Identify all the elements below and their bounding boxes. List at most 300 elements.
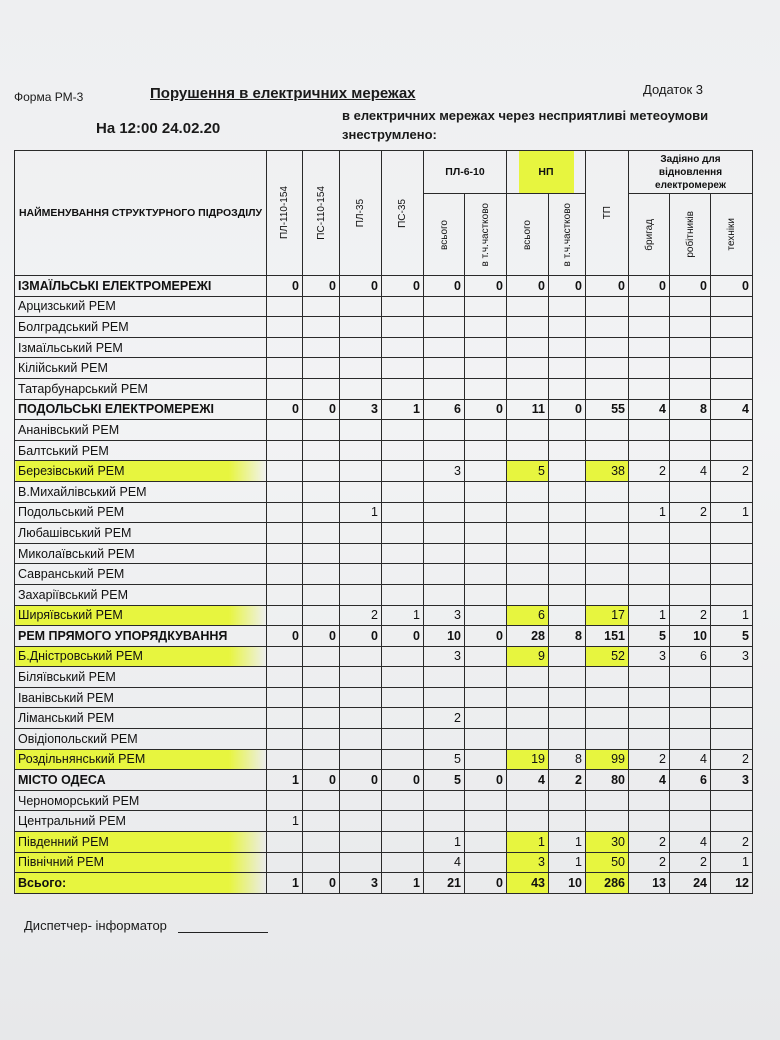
table-row bbox=[15, 481, 753, 502]
cell-value: 3 bbox=[340, 873, 382, 894]
cell-value: 0 bbox=[382, 626, 424, 647]
cell-value: 5 bbox=[424, 749, 465, 770]
cell-value bbox=[629, 543, 670, 564]
cell-value bbox=[549, 811, 586, 832]
cell-value: 0 bbox=[549, 276, 586, 297]
cell-value bbox=[465, 708, 507, 729]
caption-line-2: знеструмлено: bbox=[342, 127, 437, 142]
cell-value bbox=[586, 543, 629, 564]
cell-value: 4 bbox=[670, 461, 711, 482]
cell-value bbox=[629, 729, 670, 750]
cell-value bbox=[549, 358, 586, 379]
cell-value: 1 bbox=[549, 852, 586, 873]
cell-value bbox=[549, 729, 586, 750]
cell-value: 3 bbox=[711, 770, 753, 791]
cell-value: 9 bbox=[507, 646, 549, 667]
cell-value bbox=[340, 296, 382, 317]
cell-value bbox=[629, 337, 670, 358]
cell-value bbox=[549, 420, 586, 441]
cell-value bbox=[424, 790, 465, 811]
cell-value: 1 bbox=[382, 399, 424, 420]
cell-value bbox=[629, 420, 670, 441]
cell-value bbox=[629, 481, 670, 502]
cell-value bbox=[267, 790, 303, 811]
cell-value bbox=[303, 584, 340, 605]
cell-value: 2 bbox=[629, 852, 670, 873]
cell-value bbox=[507, 667, 549, 688]
cell-value: 3 bbox=[424, 646, 465, 667]
group-header-pl610: ПЛ-6-10 bbox=[424, 151, 507, 194]
cell-value bbox=[424, 337, 465, 358]
cell-value: 50 bbox=[586, 852, 629, 873]
cell-value bbox=[382, 420, 424, 441]
cell-value: 0 bbox=[549, 399, 586, 420]
cell-value: 1 bbox=[340, 502, 382, 523]
cell-value: 1 bbox=[711, 852, 753, 873]
cell-value: 10 bbox=[549, 873, 586, 894]
cell-value: 1 bbox=[267, 770, 303, 791]
table-body bbox=[15, 276, 753, 894]
cell-value bbox=[382, 317, 424, 338]
cell-value bbox=[340, 420, 382, 441]
cell-value: 13 bbox=[629, 873, 670, 894]
cell-value bbox=[586, 296, 629, 317]
cell-value: 17 bbox=[586, 605, 629, 626]
cell-value: 0 bbox=[340, 770, 382, 791]
cell-value bbox=[303, 729, 340, 750]
cell-value bbox=[340, 543, 382, 564]
cell-value bbox=[340, 564, 382, 585]
cell-value bbox=[586, 420, 629, 441]
table-row bbox=[15, 564, 753, 585]
cell-value bbox=[424, 584, 465, 605]
cell-value bbox=[267, 378, 303, 399]
table-row bbox=[15, 646, 753, 667]
cell-value bbox=[303, 317, 340, 338]
cell-value bbox=[549, 337, 586, 358]
cell-value bbox=[267, 687, 303, 708]
cell-value bbox=[629, 358, 670, 379]
cell-value bbox=[465, 687, 507, 708]
cell-value bbox=[382, 646, 424, 667]
table-row bbox=[15, 729, 753, 750]
cell-value bbox=[267, 646, 303, 667]
cell-value bbox=[465, 646, 507, 667]
row-name: Савранський РЕМ bbox=[15, 564, 267, 585]
cell-value bbox=[507, 358, 549, 379]
cell-value bbox=[303, 481, 340, 502]
cell-value bbox=[465, 440, 507, 461]
table-row bbox=[15, 790, 753, 811]
table-row bbox=[15, 811, 753, 832]
cell-value bbox=[382, 378, 424, 399]
cell-value bbox=[382, 481, 424, 502]
col-header-10: робітників bbox=[670, 194, 711, 276]
row-name: Всього: bbox=[15, 873, 267, 894]
cell-value bbox=[340, 832, 382, 853]
cell-value bbox=[586, 358, 629, 379]
cell-value: 1 bbox=[629, 502, 670, 523]
row-name: Роздільнянський РЕМ bbox=[15, 749, 267, 770]
cell-value bbox=[629, 811, 670, 832]
cell-value bbox=[382, 564, 424, 585]
cell-value bbox=[382, 461, 424, 482]
cell-value: 10 bbox=[424, 626, 465, 647]
row-name: Ананівський РЕМ bbox=[15, 420, 267, 441]
cell-value bbox=[670, 708, 711, 729]
cell-value bbox=[340, 584, 382, 605]
cell-value bbox=[549, 523, 586, 544]
cell-value bbox=[629, 584, 670, 605]
row-name: Подольський РЕМ bbox=[15, 502, 267, 523]
caption-line-1: в електричних мережах через несприятливі метеоумови bbox=[342, 108, 709, 123]
table-row bbox=[15, 605, 753, 626]
cell-value bbox=[340, 440, 382, 461]
cell-value bbox=[507, 790, 549, 811]
table-row bbox=[15, 523, 753, 544]
appendix-label: Додаток 3 bbox=[643, 82, 703, 97]
cell-value: 5 bbox=[424, 770, 465, 791]
cell-value bbox=[549, 564, 586, 585]
cell-value: 55 bbox=[586, 399, 629, 420]
cell-value bbox=[711, 811, 753, 832]
cell-value bbox=[549, 708, 586, 729]
cell-value bbox=[424, 317, 465, 338]
cell-value bbox=[711, 378, 753, 399]
table-row bbox=[15, 337, 753, 358]
cell-value bbox=[267, 832, 303, 853]
cell-value bbox=[267, 317, 303, 338]
cell-value: 1 bbox=[424, 832, 465, 853]
cell-value: 3 bbox=[424, 605, 465, 626]
cell-value: 52 bbox=[586, 646, 629, 667]
cell-value bbox=[303, 543, 340, 564]
row-name: ПОДОЛЬСЬКІ ЕЛЕКТРОМЕРЕЖІ bbox=[15, 399, 267, 420]
cell-value bbox=[267, 564, 303, 585]
cell-value bbox=[303, 440, 340, 461]
cell-value: 4 bbox=[629, 399, 670, 420]
outage-table bbox=[14, 150, 753, 894]
cell-value bbox=[267, 708, 303, 729]
cell-value bbox=[382, 584, 424, 605]
cell-value bbox=[303, 296, 340, 317]
cell-value: 0 bbox=[465, 276, 507, 297]
cell-value bbox=[340, 708, 382, 729]
cell-value bbox=[629, 790, 670, 811]
cell-value: 2 bbox=[670, 852, 711, 873]
cell-value bbox=[382, 790, 424, 811]
cell-value bbox=[382, 523, 424, 544]
cell-value bbox=[586, 584, 629, 605]
row-name: МІСТО ОДЕСА bbox=[15, 770, 267, 791]
cell-value bbox=[670, 358, 711, 379]
table-row bbox=[15, 440, 753, 461]
table-row bbox=[15, 296, 753, 317]
cell-value bbox=[303, 667, 340, 688]
cell-value: 1 bbox=[267, 811, 303, 832]
row-name: Центральний РЕМ bbox=[15, 811, 267, 832]
cell-value bbox=[507, 296, 549, 317]
cell-value: 0 bbox=[267, 626, 303, 647]
cell-value bbox=[424, 481, 465, 502]
cell-value bbox=[465, 790, 507, 811]
cell-value bbox=[267, 461, 303, 482]
table-row bbox=[15, 276, 753, 297]
col-header-4: всього bbox=[424, 194, 465, 276]
table-row bbox=[15, 687, 753, 708]
report-time: На 12:00 24.02.20 bbox=[96, 120, 221, 137]
cell-value bbox=[507, 584, 549, 605]
cell-value bbox=[711, 523, 753, 544]
row-name: Ширяївський РЕМ bbox=[15, 605, 267, 626]
row-name: Південний РЕМ bbox=[15, 832, 267, 853]
table-row bbox=[15, 543, 753, 564]
row-name: Біляївський РЕМ bbox=[15, 667, 267, 688]
cell-value bbox=[340, 317, 382, 338]
cell-value: 2 bbox=[629, 749, 670, 770]
cell-value bbox=[549, 543, 586, 564]
cell-value bbox=[424, 543, 465, 564]
cell-value bbox=[267, 358, 303, 379]
cell-value: 2 bbox=[711, 832, 753, 853]
cell-value bbox=[465, 564, 507, 585]
cell-value bbox=[465, 729, 507, 750]
cell-value: 5 bbox=[629, 626, 670, 647]
cell-value bbox=[711, 790, 753, 811]
cell-value: 0 bbox=[465, 873, 507, 894]
cell-value bbox=[586, 440, 629, 461]
cell-value bbox=[267, 543, 303, 564]
cell-value bbox=[711, 317, 753, 338]
cell-value: 286 bbox=[586, 873, 629, 894]
cell-value bbox=[586, 317, 629, 338]
cell-value bbox=[670, 378, 711, 399]
cell-value bbox=[303, 564, 340, 585]
cell-value bbox=[507, 481, 549, 502]
cell-value bbox=[711, 358, 753, 379]
table-row bbox=[15, 832, 753, 853]
cell-value bbox=[465, 317, 507, 338]
cell-value bbox=[507, 337, 549, 358]
cell-value bbox=[507, 378, 549, 399]
cell-value: 0 bbox=[382, 276, 424, 297]
cell-value bbox=[586, 790, 629, 811]
row-name: Кілійський РЕМ bbox=[15, 358, 267, 379]
cell-value: 0 bbox=[629, 276, 670, 297]
cell-value bbox=[629, 687, 670, 708]
cell-value bbox=[629, 296, 670, 317]
row-name: Північний РЕМ bbox=[15, 852, 267, 873]
row-name: Захаріївський РЕМ bbox=[15, 584, 267, 605]
cell-value bbox=[586, 378, 629, 399]
cell-value bbox=[465, 502, 507, 523]
cell-value bbox=[711, 584, 753, 605]
cell-value: 5 bbox=[711, 626, 753, 647]
cell-value: 4 bbox=[670, 832, 711, 853]
cell-value: 21 bbox=[424, 873, 465, 894]
cell-value: 0 bbox=[340, 626, 382, 647]
group-header-np: НП bbox=[507, 151, 586, 194]
cell-value bbox=[629, 564, 670, 585]
row-name: Овідіопольский РЕМ bbox=[15, 729, 267, 750]
cell-value bbox=[340, 667, 382, 688]
cell-value bbox=[303, 523, 340, 544]
cell-value: 1 bbox=[629, 605, 670, 626]
col-header-5: в т.ч.частково bbox=[465, 194, 507, 276]
cell-value bbox=[549, 646, 586, 667]
cell-value bbox=[670, 296, 711, 317]
cell-value bbox=[507, 687, 549, 708]
cell-value bbox=[549, 605, 586, 626]
cell-value bbox=[549, 687, 586, 708]
cell-value bbox=[382, 729, 424, 750]
col-header-8: ТП bbox=[586, 151, 629, 276]
cell-value bbox=[670, 564, 711, 585]
cell-value: 4 bbox=[507, 770, 549, 791]
cell-value bbox=[340, 729, 382, 750]
cell-value bbox=[629, 378, 670, 399]
cell-value: 3 bbox=[507, 852, 549, 873]
cell-value: 3 bbox=[340, 399, 382, 420]
cell-value: 4 bbox=[629, 770, 670, 791]
cell-value bbox=[507, 317, 549, 338]
cell-value: 11 bbox=[507, 399, 549, 420]
cell-value bbox=[303, 337, 340, 358]
cell-value: 1 bbox=[382, 605, 424, 626]
cell-value bbox=[549, 790, 586, 811]
cell-value bbox=[267, 605, 303, 626]
cell-value bbox=[629, 317, 670, 338]
name-column-header: НАЙМЕНУВАННЯ СТРУКТУРНОГО ПІДРОЗДІЛУ bbox=[15, 151, 267, 276]
cell-value bbox=[711, 687, 753, 708]
cell-value: 2 bbox=[711, 461, 753, 482]
cell-value: 1 bbox=[267, 873, 303, 894]
cell-value bbox=[267, 296, 303, 317]
cell-value bbox=[507, 811, 549, 832]
cell-value bbox=[303, 749, 340, 770]
cell-value: 5 bbox=[507, 461, 549, 482]
cell-value bbox=[629, 440, 670, 461]
cell-value bbox=[303, 790, 340, 811]
cell-value bbox=[382, 749, 424, 770]
cell-value bbox=[465, 337, 507, 358]
cell-value: 1 bbox=[711, 502, 753, 523]
cell-value bbox=[267, 481, 303, 502]
table-row bbox=[15, 873, 753, 894]
cell-value: 4 bbox=[670, 749, 711, 770]
cell-value: 8 bbox=[549, 626, 586, 647]
row-name: Березівський РЕМ bbox=[15, 461, 267, 482]
cell-value bbox=[507, 440, 549, 461]
cell-value bbox=[267, 584, 303, 605]
cell-value bbox=[465, 605, 507, 626]
cell-value: 80 bbox=[586, 770, 629, 791]
table-row bbox=[15, 502, 753, 523]
cell-value bbox=[424, 811, 465, 832]
cell-value bbox=[586, 523, 629, 544]
col-header-6: всього bbox=[507, 194, 549, 276]
cell-value bbox=[267, 440, 303, 461]
cell-value bbox=[507, 420, 549, 441]
cell-value: 10 bbox=[670, 626, 711, 647]
cell-value: 0 bbox=[303, 873, 340, 894]
table-row bbox=[15, 749, 753, 770]
cell-value: 2 bbox=[670, 502, 711, 523]
cell-value bbox=[382, 543, 424, 564]
cell-value bbox=[711, 481, 753, 502]
cell-value: 2 bbox=[629, 832, 670, 853]
cell-value bbox=[465, 852, 507, 873]
cell-value bbox=[303, 378, 340, 399]
cell-value: 2 bbox=[424, 708, 465, 729]
cell-value bbox=[382, 667, 424, 688]
cell-value bbox=[629, 708, 670, 729]
cell-value bbox=[340, 811, 382, 832]
cell-value bbox=[303, 832, 340, 853]
row-name: Любашівський РЕМ bbox=[15, 523, 267, 544]
cell-value bbox=[507, 729, 549, 750]
cell-value bbox=[267, 523, 303, 544]
cell-value bbox=[549, 502, 586, 523]
cell-value: 0 bbox=[267, 399, 303, 420]
cell-value bbox=[424, 667, 465, 688]
cell-value: 2 bbox=[549, 770, 586, 791]
cell-value: 1 bbox=[549, 832, 586, 853]
col-header-1: ПС-110-154 bbox=[303, 151, 340, 276]
cell-value: 0 bbox=[382, 770, 424, 791]
table-row bbox=[15, 317, 753, 338]
table-row bbox=[15, 770, 753, 791]
cell-value bbox=[340, 852, 382, 873]
cell-value bbox=[340, 687, 382, 708]
cell-value bbox=[424, 420, 465, 441]
cell-value bbox=[267, 337, 303, 358]
cell-value bbox=[303, 852, 340, 873]
cell-value: 0 bbox=[465, 626, 507, 647]
cell-value bbox=[382, 358, 424, 379]
table-row bbox=[15, 378, 753, 399]
cell-value bbox=[382, 440, 424, 461]
cell-value bbox=[711, 729, 753, 750]
table-row bbox=[15, 358, 753, 379]
cell-value bbox=[340, 523, 382, 544]
cell-value bbox=[267, 729, 303, 750]
row-name: Ізмаїльський РЕМ bbox=[15, 337, 267, 358]
cell-value bbox=[586, 502, 629, 523]
cell-value bbox=[549, 378, 586, 399]
cell-value: 43 bbox=[507, 873, 549, 894]
cell-value: 24 bbox=[670, 873, 711, 894]
cell-value: 8 bbox=[670, 399, 711, 420]
cell-value bbox=[303, 646, 340, 667]
cell-value bbox=[711, 667, 753, 688]
cell-value bbox=[507, 523, 549, 544]
cell-value bbox=[465, 543, 507, 564]
cell-value bbox=[670, 687, 711, 708]
cell-value bbox=[711, 440, 753, 461]
cell-value bbox=[267, 667, 303, 688]
cell-value: 6 bbox=[670, 646, 711, 667]
cell-value bbox=[549, 461, 586, 482]
cell-value: 6 bbox=[424, 399, 465, 420]
cell-value bbox=[303, 687, 340, 708]
cell-value bbox=[629, 523, 670, 544]
cell-value bbox=[303, 461, 340, 482]
cell-value: 2 bbox=[629, 461, 670, 482]
cell-value bbox=[586, 481, 629, 502]
cell-value: 0 bbox=[303, 626, 340, 647]
cell-value bbox=[549, 440, 586, 461]
